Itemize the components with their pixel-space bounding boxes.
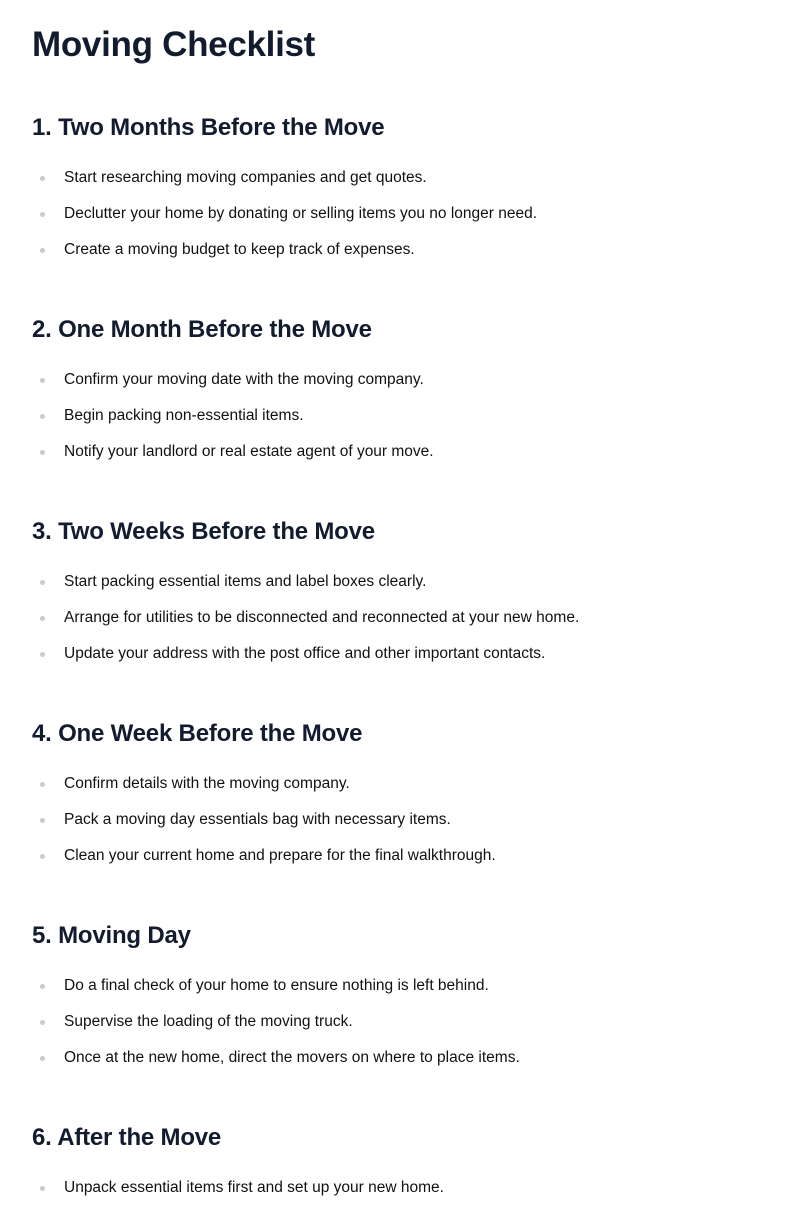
item-text: Confirm details with the moving company. xyxy=(64,775,350,792)
list-item xyxy=(32,1170,768,1206)
list-item xyxy=(32,434,768,470)
section-two-weeks xyxy=(32,516,768,672)
section-two-months xyxy=(32,112,768,268)
bullet-icon xyxy=(40,580,45,585)
checklist xyxy=(32,1170,768,1206)
bullet-icon xyxy=(40,1056,45,1061)
bullet-icon xyxy=(40,782,45,787)
item-text: Declutter your home by donating or selling items you no longer need. xyxy=(64,205,538,222)
list-item xyxy=(32,398,768,434)
item-text: Supervise the loading of the moving truck. xyxy=(64,1013,353,1030)
bullet-icon xyxy=(40,616,45,621)
section-one-month xyxy=(32,314,768,470)
list-item xyxy=(32,564,768,600)
list-item xyxy=(32,636,768,672)
list-item xyxy=(32,968,768,1004)
item-text: Start packing essential items and label boxes clearly. xyxy=(64,573,427,590)
bullet-icon xyxy=(40,212,45,217)
bullet-icon xyxy=(40,414,45,419)
list-item xyxy=(32,232,768,268)
checklist-page xyxy=(32,0,768,1206)
bullet-icon xyxy=(40,984,45,989)
list-item xyxy=(32,362,768,398)
bullet-icon xyxy=(40,652,45,657)
item-text: Do a final check of your home to ensure nothing is left behind. xyxy=(64,977,489,994)
list-item xyxy=(32,600,768,636)
list-item xyxy=(32,160,768,196)
bullet-icon xyxy=(40,1020,45,1025)
item-text: Arrange for utilities to be disconnected and reconnected at your new home. xyxy=(64,609,580,626)
checklist xyxy=(32,564,768,672)
section-heading: 6. After the Move xyxy=(32,1124,222,1151)
bullet-icon xyxy=(40,378,45,383)
item-text: Clean your current home and prepare for the final walkthrough. xyxy=(64,847,496,864)
item-text: Unpack essential items first and set up your new home. xyxy=(64,1179,444,1196)
section-moving-day xyxy=(32,920,768,1076)
section-one-week xyxy=(32,718,768,874)
item-text: Pack a moving day essentials bag with necessary items. xyxy=(64,811,451,828)
list-item xyxy=(32,1040,768,1076)
bullet-icon xyxy=(40,854,45,859)
item-text: Update your address with the post office and other important contacts. xyxy=(64,645,546,662)
item-text: Confirm your moving date with the moving company. xyxy=(64,371,424,388)
bullet-icon xyxy=(40,1186,45,1191)
checklist xyxy=(32,968,768,1076)
section-heading: 2. One Month Before the Move xyxy=(32,316,372,343)
list-item xyxy=(32,802,768,838)
bullet-icon xyxy=(40,248,45,253)
bullet-icon xyxy=(40,176,45,181)
item-text: Create a moving budget to keep track of expenses. xyxy=(64,241,415,258)
list-item xyxy=(32,1004,768,1040)
section-heading: 4. One Week Before the Move xyxy=(32,720,363,747)
checklist xyxy=(32,160,768,268)
list-item xyxy=(32,766,768,802)
list-item xyxy=(32,196,768,232)
section-heading: 5. Moving Day xyxy=(32,922,191,949)
page-title: Moving Checklist xyxy=(32,25,316,64)
checklist xyxy=(32,766,768,874)
bullet-icon xyxy=(40,818,45,823)
item-text: Start researching moving companies and get quotes. xyxy=(64,169,427,186)
item-text: Notify your landlord or real estate agent of your move. xyxy=(64,443,434,460)
section-heading: 3. Two Weeks Before the Move xyxy=(32,518,375,545)
list-item xyxy=(32,838,768,874)
item-text: Once at the new home, direct the movers on where to place items. xyxy=(64,1049,520,1066)
section-heading: 1. Two Months Before the Move xyxy=(32,114,385,141)
section-after-move xyxy=(32,1122,768,1206)
bullet-icon xyxy=(40,450,45,455)
item-text: Begin packing non-essential items. xyxy=(64,407,304,424)
checklist xyxy=(32,362,768,470)
